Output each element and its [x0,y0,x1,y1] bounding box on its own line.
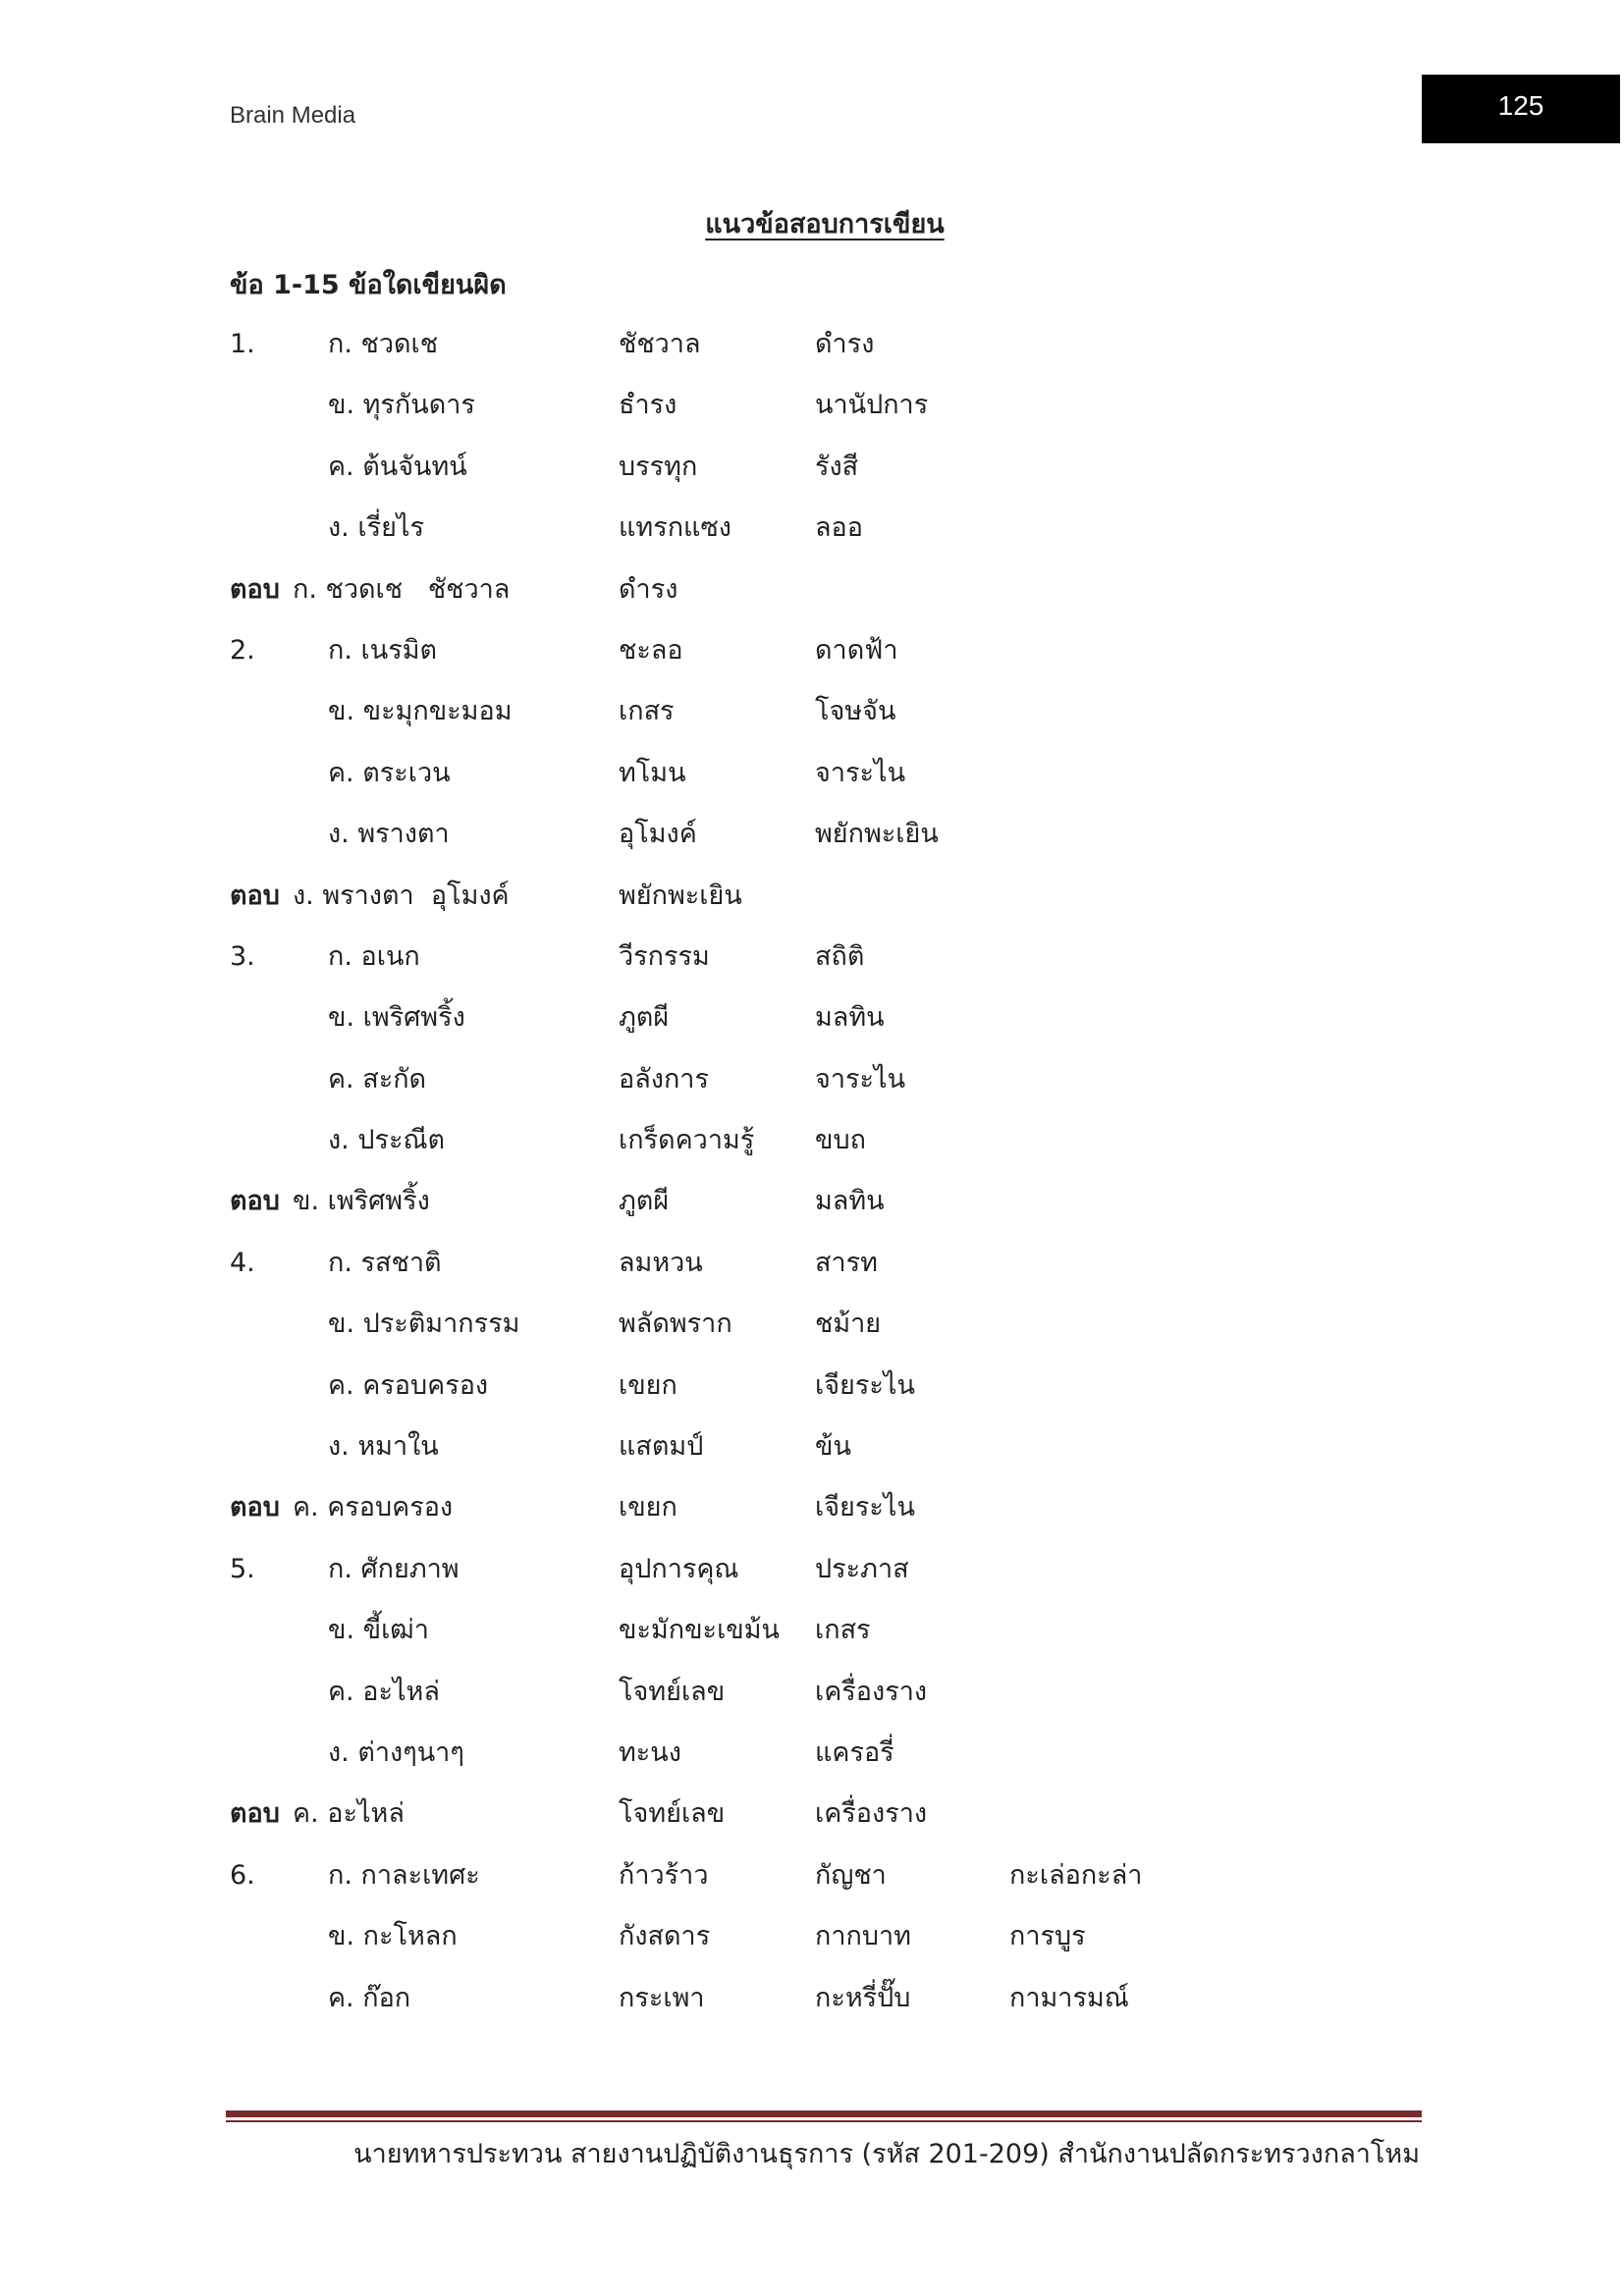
option-label: ง. ประณีต [328,1125,446,1156]
option-row [230,1723,1506,1784]
option-label: ข. ขะมุกขะมอม [328,696,513,727]
option-label: ง. เรี่ยไร [328,512,424,544]
answer-label: ตอบ [230,880,280,911]
answer-label: ตอบ [230,1492,280,1523]
option-word: เกร็ดความรู้ [619,1125,755,1156]
answer-word: ภูตผี [619,1186,670,1217]
option-row [230,927,1506,988]
footer-rule-thin [226,2120,1422,2122]
answer-label: ตอบ [230,1798,280,1830]
option-word: ชัชวาล [619,329,701,359]
option-word: พลัดพราก [619,1308,732,1340]
option-row [230,743,1506,804]
answer-text: ง. พรางตา อุโมงค์ [293,880,510,911]
option-row [230,1416,1506,1477]
option-word: จาระไน [815,757,906,788]
option-word: มลทิน [815,1002,885,1034]
option-row [230,1233,1506,1294]
question-number: 4. [230,1247,255,1278]
option-word: แทรกแซง [619,512,731,544]
option-word: แสตมป์ [619,1431,704,1463]
option-label: ก. รสชาติ [328,1247,442,1278]
option-word: ลออ [815,512,863,544]
option-word: ทะนง [619,1736,681,1768]
header-brand: Brain Media [230,102,356,129]
question-number: 5. [230,1553,255,1584]
question-number: 3. [230,940,255,972]
page-number-badge [1422,75,1620,143]
option-word: อุปการคุณ [619,1553,739,1584]
option-word: การบูร [1009,1921,1086,1952]
option-label: ค. ก๊อก [328,1982,411,2013]
answer-label: ตอบ [230,573,280,605]
option-word: ขบถ [815,1125,866,1156]
option-row [230,375,1506,436]
option-row [230,1845,1506,1906]
option-word: ประภาส [815,1553,909,1584]
option-word: ลมหวน [619,1247,703,1278]
option-row [230,1906,1506,1967]
option-word: อุโมงค์ [619,819,697,850]
footer-text: นายทหารประทวน สายงานปฏิบัติงานธุรการ (รหัส 201-209) สำนักงานปลัดกระทรวงกลาโหม [353,2139,1420,2169]
option-label: ข. กะโหลก [328,1921,458,1952]
option-row [230,681,1506,742]
answer-word: โจทย์เลข [619,1798,726,1830]
option-row [230,1539,1506,1600]
answer-word: เขยก [619,1492,677,1523]
option-word: อลังการ [619,1063,709,1095]
option-word: พยักพะเยิน [815,819,939,850]
option-label: ข. ขี้เฒ่า [328,1615,429,1646]
answer-word: ดำรง [619,573,678,605]
option-word: กะหรี่ปั๊บ [815,1982,911,2013]
option-word: เขยก [619,1369,677,1401]
option-word: จาระไน [815,1063,906,1095]
answer-text: ค. ครอบครอง [293,1492,454,1523]
option-label: ง. พรางตา [328,819,450,850]
page-number: 125 [1497,90,1544,121]
option-label: ก. ชวดเช [328,329,439,359]
option-word: ดำรง [815,329,875,359]
option-word: ธำรง [619,390,677,421]
answer-word: พยักพะเยิน [619,880,742,911]
option-word: เกสร [815,1615,871,1646]
option-word: เครื่องราง [815,1676,928,1707]
answer-label: ตอบ [230,1186,280,1217]
option-word: ดาดฟ้า [815,634,898,666]
option-word: ก้าวร้าว [619,1859,709,1891]
option-label: ค. อะไหล่ [328,1676,440,1707]
option-word: นานัปการ [815,390,929,421]
option-word: รังสี [815,451,859,482]
option-label: ก. เนรมิต [328,634,438,666]
option-word: สารท [815,1247,878,1278]
option-word: โจทย์เลข [619,1676,726,1707]
answer-word: มลทิน [815,1186,885,1217]
option-word: ชม้าย [815,1308,882,1340]
answer-word: เจียระไน [815,1492,915,1523]
option-word: กามารมณ์ [1009,1982,1129,2013]
section-heading: ข้อ 1-15 ข้อใดเขียนผิด [230,270,507,300]
option-row [230,1356,1506,1416]
option-row [230,988,1506,1048]
option-label: ข. ประติมากรรม [328,1308,520,1340]
option-label: ข. เพริศพริ้ง [328,1002,465,1034]
answer-row [230,866,1506,927]
question-number: 6. [230,1859,255,1891]
option-word: ขะมักขะเขม้น [619,1615,781,1646]
answer-row [230,1477,1506,1538]
option-word: กังสดาร [619,1921,711,1952]
option-word: ทโมน [619,757,686,788]
answer-row [230,560,1506,620]
option-word: สถิติ [815,940,865,972]
question-list [230,314,1506,2029]
question-number: 2. [230,634,255,666]
option-label: ค. ต้นจันทน์ [328,451,467,482]
option-label: ง. หมาใน [328,1431,439,1463]
answer-row [230,1171,1506,1232]
option-row [230,1110,1506,1171]
option-word: ภูตผี [619,1002,670,1034]
answer-word: เครื่องราง [815,1798,928,1830]
option-row [230,498,1506,559]
answer-text: ค. อะไหล่ [293,1798,405,1830]
answer-text: ข. เพริศพริ้ง [293,1186,430,1217]
option-label: ก. อเนก [328,940,420,972]
option-word: กะเล่อกะล่า [1009,1859,1143,1891]
option-row [230,437,1506,498]
option-word: โจษจัน [815,696,896,727]
option-word: กระเพา [619,1982,705,2013]
option-row [230,1968,1506,2029]
option-row [230,620,1506,681]
option-label: ข. ทุรกันดาร [328,390,475,421]
option-label: ง. ต่างๆนาๆ [328,1736,464,1768]
option-label: ค. ครอบครอง [328,1369,489,1401]
option-word: เจียระไน [815,1369,915,1401]
option-word: ชะลอ [619,634,683,666]
option-word: บรรทุก [619,451,698,482]
option-label: ก. กาละเทศะ [328,1859,480,1891]
document-title: แนวข้อสอบการเขียน [705,209,945,240]
answer-text: ก. ชวดเช ชัชวาล [293,573,511,605]
option-label: ก. ศักยภาพ [328,1553,460,1584]
option-row [230,1294,1506,1355]
option-row [230,1049,1506,1110]
option-word: เกสร [619,696,675,727]
option-row [230,804,1506,865]
option-label: ค. สะกัด [328,1063,427,1095]
option-word: กัญชา [815,1859,887,1891]
option-word: วีรกรรม [619,940,710,972]
option-word: ข้น [815,1431,851,1463]
option-row [230,1662,1506,1723]
answer-row [230,1784,1506,1844]
option-word: กากบาท [815,1921,911,1952]
question-number: 1. [230,329,255,359]
option-row [230,1600,1506,1661]
footer-rule-thick [226,2110,1422,2117]
option-row [230,314,1506,375]
option-label: ค. ตระเวน [328,757,451,788]
option-word: แครอรี่ [815,1736,894,1768]
